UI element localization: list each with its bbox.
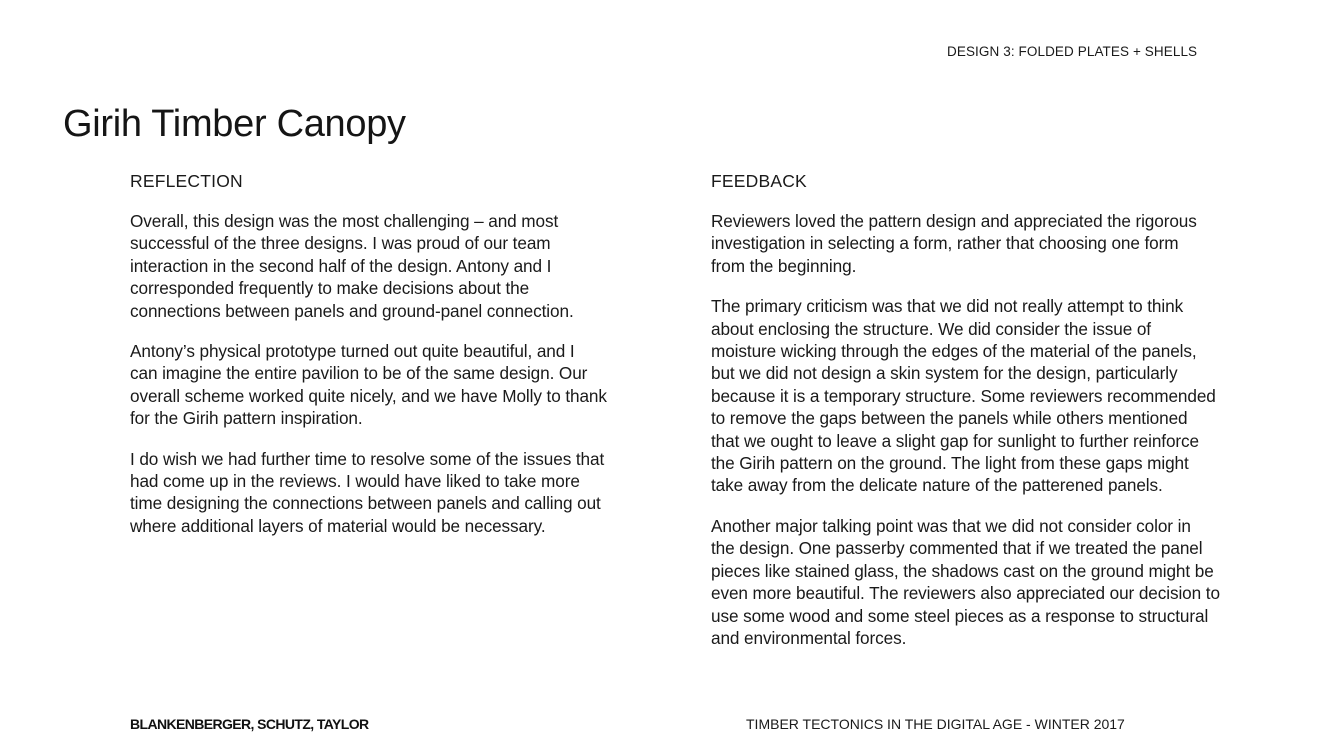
footer-authors: BLANKENBERGER, SCHUTZ, TAYLOR (130, 716, 369, 732)
reflection-column (130, 170, 675, 555)
reflection-paragraph-2: Antony’s physical prototype turned out quite beautiful, and I can imagine the entire pavilion to be of the same design. Our overall scheme worked quite nicely, and we have Molly to thank for the Girih pattern inspiration. (130, 341, 607, 429)
reflection-paragraph-3: I do wish we had further time to resolve some of the issues that had come up in the reviews. I would have liked to take more time designing the connections between panels and calling out where additional layers of material would be necessary. (130, 448, 605, 536)
reflection-heading: REFLECTION (130, 171, 243, 191)
feedback-paragraph-3: Another major talking point was that we did not consider color in the design. One passerby commented that if we treated the panel pieces like stained glass, the shadows cast on the ground might be even more beautiful. The reviewers also appreciated our decision to use some wood and some steel pieces as a response to structural and environmental forces. (711, 515, 1220, 648)
section-tag: DESIGN 3: FOLDED PLATES + SHELLS (947, 44, 1198, 59)
page-title: Girih Timber Canopy (63, 103, 406, 145)
feedback-heading: FEEDBACK (711, 171, 807, 191)
feedback-paragraph-2: The primary criticism was that we did not really attempt to think about enclosing the structure. We did consider the issue of moisture wicking through the edges of the material of the panels, but we did not design a skin system for the design, particularly because it is a temporary structure. Some reviewers recommended to remove the gaps between the panels while others mentioned that we ought to leave a slight gap for sunlight to further reinforce the Girih pattern on the ground. The light from these gaps might take away from the delicate nature of the patterened panels. (711, 296, 1216, 496)
feedback-paragraph-1: Reviewers loved the pattern design and appreciated the rigorous investigation in selecting a form, rather that choosing one form from the beginning. (711, 211, 1197, 276)
footer-course: TIMBER TECTONICS IN THE DIGITAL AGE - WINTER 2017 (746, 716, 1125, 732)
reflection-paragraph-1: Overall, this design was the most challenging – and most successful of the three designs. I was proud of our team interaction in the second half of the design. Antony and I corresponded frequently to make decisions about the connections between panels and ground-panel connection. (130, 211, 574, 321)
feedback-column (711, 170, 1291, 667)
